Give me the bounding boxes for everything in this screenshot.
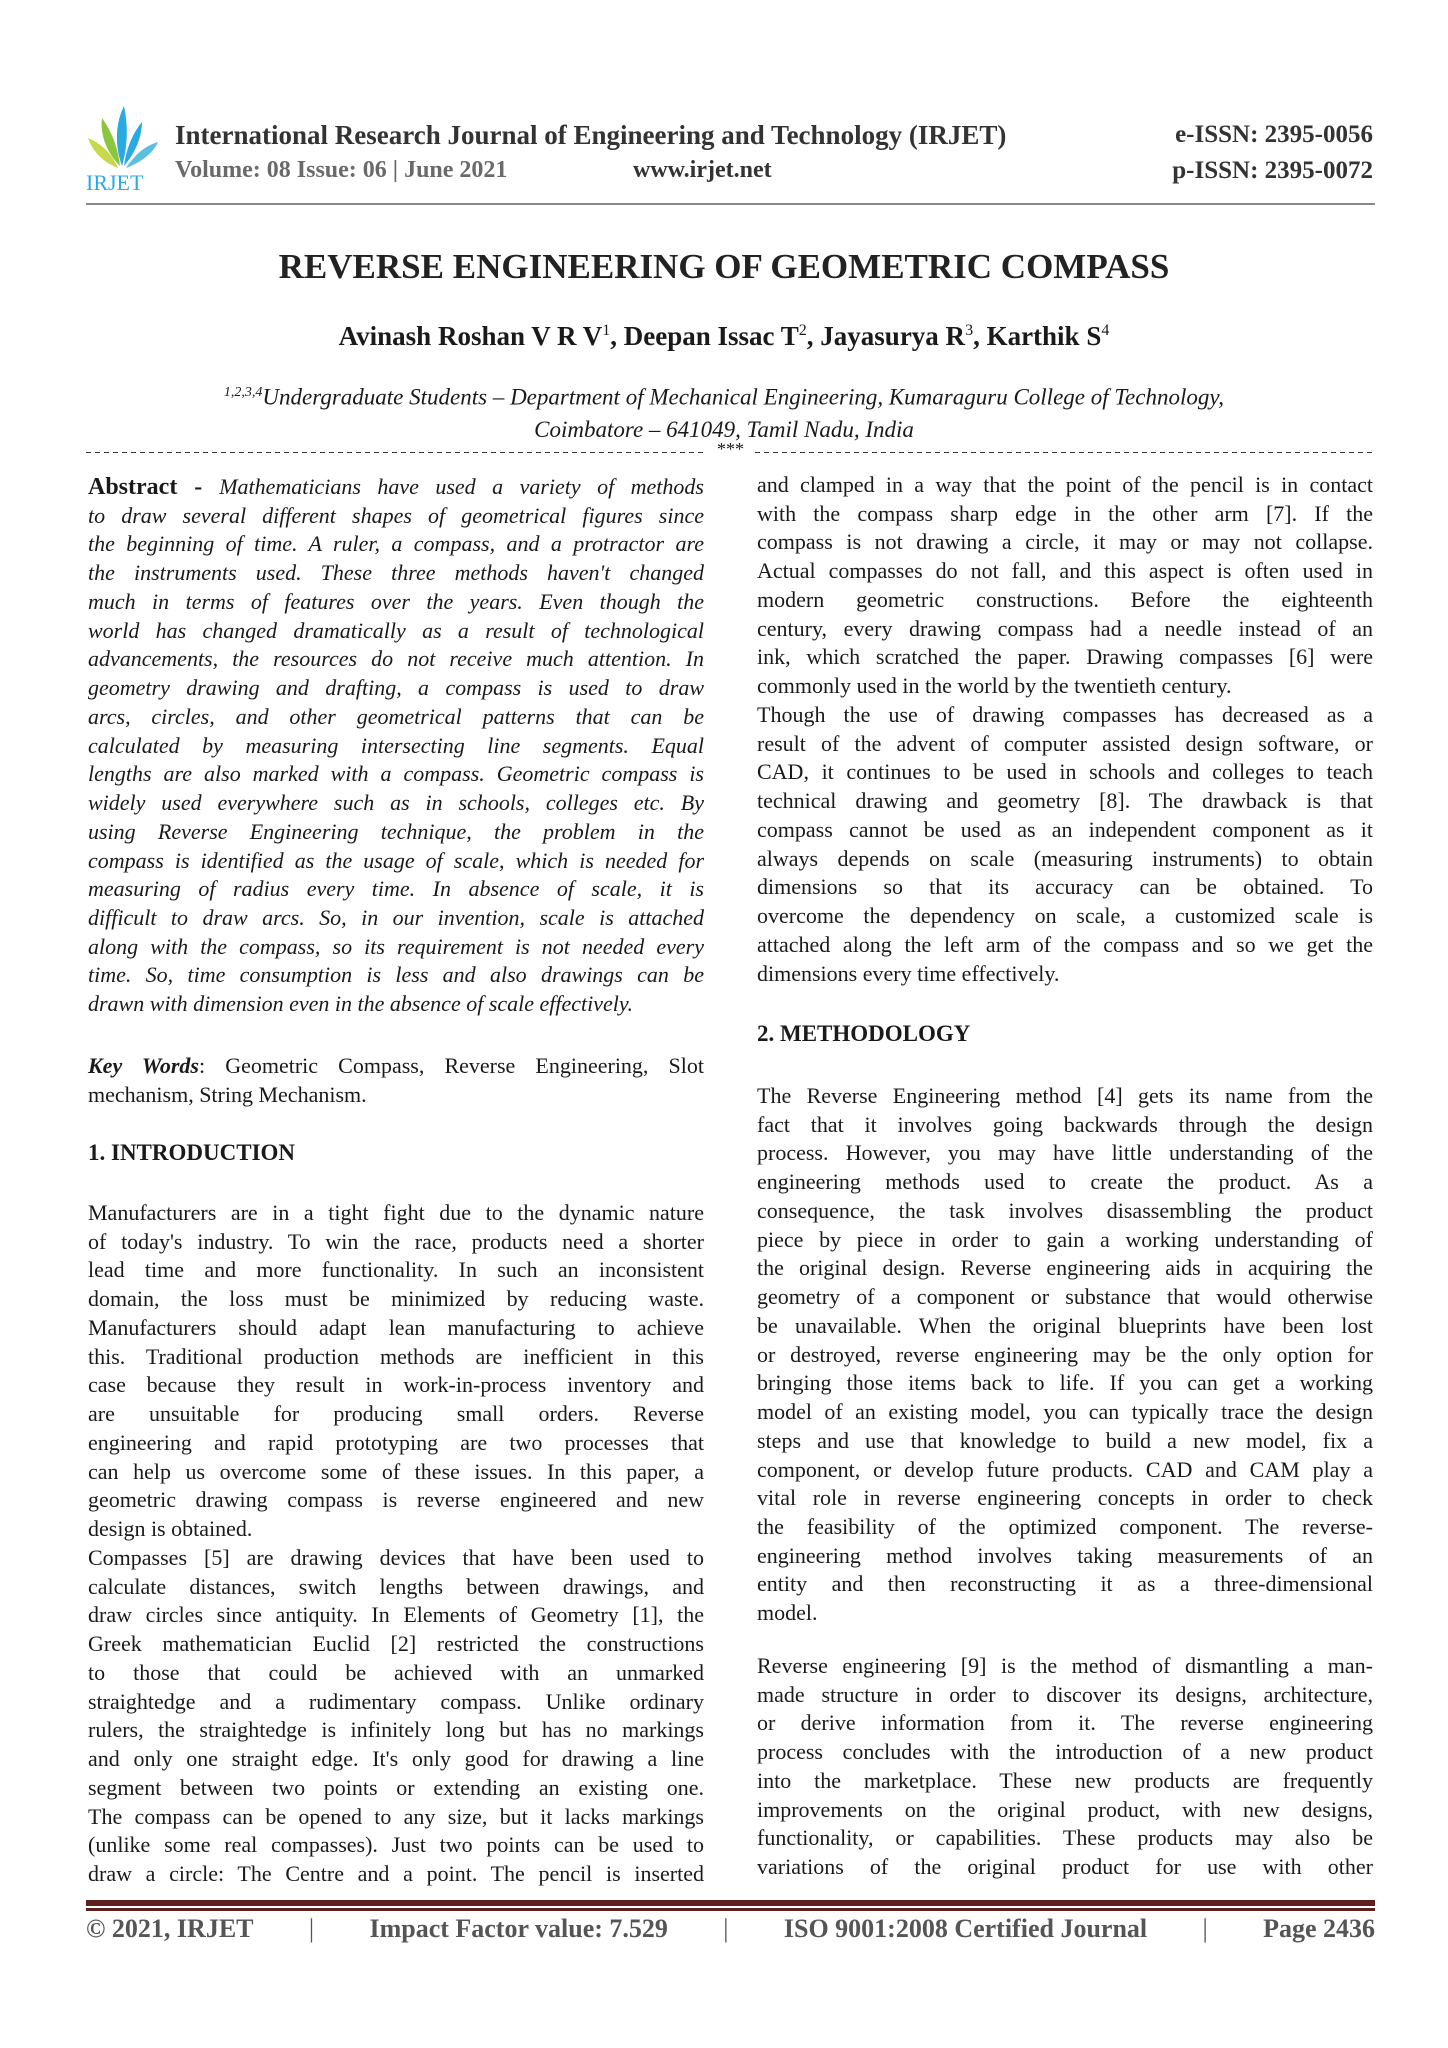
footer-divider: | bbox=[1202, 1914, 1208, 1943]
text-line: Manufacturers should adapt lean manufacturing to achieve bbox=[88, 1314, 704, 1340]
text-line: dimensions every time effectively. bbox=[757, 960, 1060, 986]
text-line: drawn with dimension even in the absence of scale effectively. bbox=[88, 991, 633, 1017]
text-line: consequence, the task involves disassembling the product bbox=[757, 1197, 1373, 1223]
text-line: ink, which scratched the paper. Drawing compasses [6] were bbox=[757, 644, 1373, 670]
text-line: with the compass sharp edge in the other arm [7]. If the bbox=[757, 500, 1373, 526]
paragraph-text: Mathematicians have used a variety of methods bbox=[219, 474, 704, 499]
paper-title: REVERSE ENGINEERING OF GEOMETRIC COMPASS bbox=[278, 247, 1170, 286]
svg-text:IRJET: IRJET bbox=[86, 170, 144, 194]
footer-rule-thick bbox=[86, 1900, 1375, 1906]
footer-rule-thin bbox=[86, 1908, 1375, 1911]
text-line: geometric drawing compass is reverse engineered and new bbox=[88, 1487, 704, 1513]
text-line: process concludes with the introduction of a new product bbox=[757, 1739, 1373, 1765]
author-sup: 2 bbox=[798, 322, 807, 339]
author-name: Avinash Roshan V R V bbox=[338, 321, 603, 351]
text-line: engineering and rapid prototyping are two processes that bbox=[88, 1429, 704, 1455]
p-issn: p-ISSN: 2395-0072 bbox=[1172, 157, 1373, 184]
author-sup: 3 bbox=[965, 322, 974, 339]
text-line: the instruments used. These three methods haven't changed bbox=[88, 560, 704, 586]
text-line: draw a circle: The Centre and a point. The pencil is inserted bbox=[88, 1861, 704, 1887]
text-line: technical drawing and geometry [8]. The drawback is that bbox=[757, 788, 1373, 814]
author-list: Avinash Roshan V R $V^1$, Deepan Issac $T^2$, Jayasurya $R^3$, Karthik $S^4$ bbox=[338, 321, 1110, 351]
text-line: the feasibility of the optimized component. The reverse- bbox=[757, 1514, 1373, 1540]
affiliation bbox=[0, 377, 1448, 446]
footer bbox=[86, 1912, 1375, 1946]
intro-paragraph-2 bbox=[88, 1544, 704, 1889]
text-line: variations of the original product for use with other bbox=[757, 1854, 1373, 1880]
separator-stars: *** bbox=[717, 439, 744, 459]
text-line: and only one straight edge. It's only good for drawing a line bbox=[88, 1746, 704, 1772]
footer-page-number: Page 2436 bbox=[1263, 1914, 1375, 1943]
text-line: are unsuitable for producing small orders. Reverse bbox=[88, 1401, 704, 1427]
text-line: commonly used in the world by the twentieth century. bbox=[757, 673, 1232, 699]
text-line: improvements on the original product, with new designs, bbox=[757, 1796, 1373, 1822]
paragraph-label: Key Words bbox=[88, 1053, 199, 1078]
text-line: calculated by measuring intersecting line segments. Equal bbox=[88, 732, 704, 758]
affiliation-line-2: Coimbatore – 641049, Tamil Nadu, India bbox=[534, 416, 914, 442]
volume-issue: Volume: 08 Issue: 06 | June 2021 bbox=[175, 157, 508, 183]
text-line: draw circles since antiquity. In Elements of Geometry [1], the bbox=[88, 1602, 704, 1628]
text-line: or destroyed, reverse engineering may be the only option for bbox=[757, 1341, 1373, 1367]
text-line: (unlike some real compasses). Just two points can be used to bbox=[88, 1832, 704, 1858]
affiliation-sup: 1,2,3,4 bbox=[223, 385, 263, 400]
text-line: bringing those items back to life. If you can get a working bbox=[757, 1370, 1373, 1396]
methodology-paragraph-1 bbox=[757, 1082, 1373, 1628]
text-line: rulers, the straightedge is infinitely long but has no markings bbox=[88, 1717, 704, 1743]
footer-divider: | bbox=[723, 1914, 729, 1943]
author-name: Deepan Issac T bbox=[623, 321, 799, 351]
footer-impact-factor: Impact Factor value: 7.529 bbox=[369, 1914, 668, 1943]
text-line: lead time and more functionality. In such an inconsistent bbox=[88, 1257, 704, 1283]
author-name: Karthik S bbox=[986, 321, 1102, 351]
text-line: to those that could be achieved with an unmarked bbox=[88, 1659, 704, 1685]
irjet-logo bbox=[84, 104, 162, 194]
heading-methodology: 2. METHODOLOGY bbox=[757, 1021, 971, 1046]
text-line: into the marketplace. These new products are frequently bbox=[757, 1767, 1373, 1793]
text-line: made structure in order to discover its designs, architecture, bbox=[757, 1681, 1373, 1707]
e-issn: e-ISSN: 2395-0056 bbox=[1175, 121, 1373, 148]
text-line: much in terms of features over the years. Even though the bbox=[88, 588, 704, 614]
text-line: case because they result in work-in-process inventory and bbox=[88, 1372, 704, 1398]
text-line: century, every drawing compass had a needle instead of an bbox=[757, 615, 1373, 641]
text-line: time. So, time consumption is less and also drawings can be bbox=[88, 962, 704, 988]
paragraph-label: Abstract - bbox=[88, 474, 220, 500]
text-line: lengths are also marked with a compass. Geometric compass is bbox=[88, 761, 704, 787]
text-line: piece by piece in order to gain a working understanding of bbox=[757, 1226, 1373, 1252]
text-line: modern geometric constructions. Before the eighteenth bbox=[757, 586, 1373, 612]
text-line: dimensions so that its accuracy can be obtained. To bbox=[757, 874, 1373, 900]
text-line: along with the compass, so its requirement is not needed every bbox=[88, 933, 704, 959]
section-separator bbox=[86, 439, 1375, 459]
keywords bbox=[88, 1052, 704, 1109]
text-line: Manufacturers are in a tight fight due to the dynamic nature bbox=[88, 1200, 704, 1225]
text-line: Though the use of drawing compasses has decreased as a bbox=[757, 702, 1373, 727]
text-line: mechanism, String Mechanism. bbox=[88, 1081, 367, 1107]
text-line: geometry drawing and drafting, a compass is used to draw bbox=[88, 675, 704, 701]
text-line: model of an existing model, you can typically trace the design bbox=[757, 1399, 1373, 1425]
text-line: and clamped in a way that the point of the pencil is in contact bbox=[757, 472, 1373, 497]
heading-introduction: 1. INTRODUCTION bbox=[88, 1140, 296, 1165]
text-line: design is obtained. bbox=[88, 1516, 253, 1542]
text-line: calculate distances, switch lengths between drawings, and bbox=[88, 1573, 704, 1599]
text-line: overcome the dependency on scale, a customized scale is bbox=[757, 903, 1373, 929]
text-line: this. Traditional production methods are inefficient in this bbox=[88, 1343, 704, 1369]
abstract bbox=[88, 473, 704, 1019]
text-line: engineering methods used to create the product. As a bbox=[757, 1169, 1373, 1195]
text-line: entity and then reconstructing it as a three-dimensional bbox=[757, 1571, 1373, 1597]
journal-website-link[interactable]: www.irjet.net bbox=[633, 157, 772, 183]
text-line: Greek mathematician Euclid [2] restricted the constructions bbox=[88, 1631, 704, 1657]
text-line: using Reverse Engineering technique, the problem in the bbox=[88, 818, 704, 844]
footer-divider: | bbox=[308, 1914, 315, 1943]
text-line: be unavailable. When the original blueprints have been lost bbox=[757, 1312, 1373, 1338]
text-line: The compass can be opened to any size, but it lacks markings bbox=[88, 1803, 704, 1829]
right-paragraph-1 bbox=[757, 471, 1373, 701]
author-sup: 1 bbox=[602, 322, 611, 339]
paragraph-text: : Geometric Compass, Reverse Engineering, Slot bbox=[198, 1053, 705, 1078]
author-sup: 4 bbox=[1101, 322, 1110, 339]
text-line: segment between two points or extending an existing one. bbox=[88, 1774, 704, 1800]
text-line: compass cannot be used as an independent component as it bbox=[757, 816, 1373, 842]
text-line: vital role in reverse engineering concepts in order to check bbox=[757, 1485, 1373, 1511]
text-line: model. bbox=[757, 1600, 818, 1626]
methodology-paragraph-2 bbox=[757, 1652, 1373, 1882]
text-line: Reverse engineering [9] is the method of dismantling a man- bbox=[757, 1653, 1373, 1678]
text-line bbox=[88, 1052, 704, 1081]
text-line: process. However, you may have little understanding of the bbox=[757, 1140, 1373, 1166]
header-divider bbox=[86, 203, 1375, 205]
text-line: the beginning of time. A ruler, a compass, and a protractor are bbox=[88, 531, 704, 557]
text-line: geometry of a component or substance that would otherwise bbox=[757, 1284, 1373, 1310]
text-line: always depends on scale (measuring instruments) to obtain bbox=[757, 845, 1373, 871]
text-line: The Reverse Engineering method [4] gets its name from the bbox=[757, 1083, 1373, 1108]
text-line: can help us overcome some of these issues. In this paper, a bbox=[88, 1458, 704, 1484]
text-line: attached along the left arm of the compass and so we get the bbox=[757, 931, 1373, 957]
text-line: straightedge and a rudimentary compass. Unlike ordinary bbox=[88, 1688, 704, 1714]
text-line: domain, the loss must be minimized by reducing waste. bbox=[88, 1286, 704, 1312]
text-line: widely used everywhere such as in schools, colleges etc. By bbox=[88, 790, 704, 816]
text-line: compass is identified as the usage of scale, which is needed for bbox=[88, 847, 704, 873]
text-line: engineering method involves taking measurements of an bbox=[757, 1542, 1373, 1568]
affiliation-line-1: Undergraduate Students – Department of Mechanical Engineering, Kumaraguru College of Technology, bbox=[262, 384, 1225, 410]
text-line: compass is not drawing a circle, it may or may not collapse. bbox=[757, 529, 1373, 555]
journal-title: International Research Journal of Engineering and Technology (IRJET) bbox=[175, 120, 1007, 150]
text-line: arcs, circles, and other geometrical patterns that can be bbox=[88, 703, 704, 729]
text-line: result of the advent of computer assisted design software, or bbox=[757, 730, 1373, 756]
text-line bbox=[88, 473, 704, 502]
text-line: Compasses [5] are drawing devices that have been used to bbox=[88, 1545, 704, 1570]
text-line: world has changed dramatically as a result of technological bbox=[88, 617, 704, 643]
text-line: difficult to draw arcs. So, in our invention, scale is attached bbox=[88, 905, 704, 931]
text-line: CAD, it continues to be used in schools and colleges to teach bbox=[757, 759, 1373, 785]
text-line: to draw several different shapes of geometrical figures since bbox=[88, 502, 704, 528]
text-line: of today's industry. To win the race, products need a shorter bbox=[88, 1228, 704, 1254]
intro-paragraph-1 bbox=[88, 1199, 704, 1544]
text-line: Actual compasses do not fall, and this aspect is often used in bbox=[757, 558, 1373, 584]
text-line: component, or develop future products. CAD and CAM play a bbox=[757, 1456, 1373, 1482]
text-line: functionality, or capabilities. These products may also be bbox=[757, 1825, 1373, 1851]
right-paragraph-2 bbox=[757, 701, 1373, 988]
text-line: the original design. Reverse engineering aids in acquiring the bbox=[757, 1255, 1373, 1281]
text-line: steps and use that knowledge to build a new model, fix a bbox=[757, 1427, 1373, 1453]
text-line: or derive information from it. The reverse engineering bbox=[757, 1710, 1373, 1736]
text-line: advancements, the resources do not receive much attention. In bbox=[88, 646, 704, 672]
footer-copyright: © 2021, IRJET bbox=[86, 1914, 254, 1943]
author-name: Jayasurya R bbox=[820, 321, 966, 351]
text-line: fact that it involves going backwards through the design bbox=[757, 1111, 1373, 1137]
text-line: measuring of radius every time. In absence of scale, it is bbox=[88, 876, 704, 902]
footer-iso: ISO 9001:2008 Certified Journal bbox=[783, 1914, 1148, 1943]
